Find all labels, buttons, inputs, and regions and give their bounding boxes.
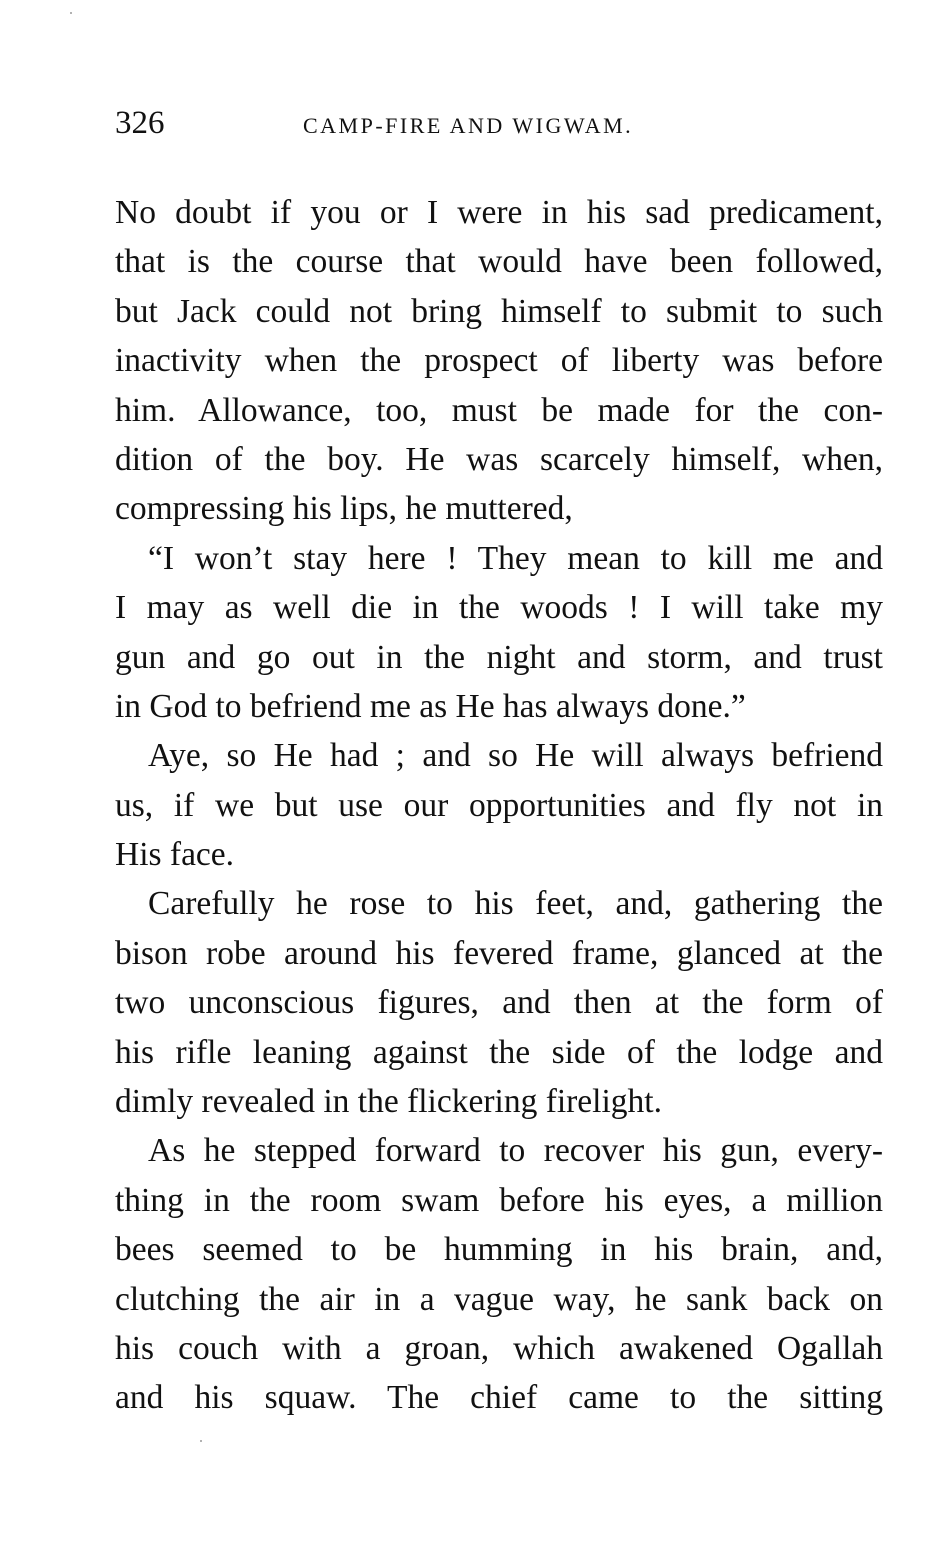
text-line: and his squaw. The chief came to the sitting	[115, 1379, 883, 1417]
text-line: dition of the boy. He was scarcely himself, when,	[115, 440, 883, 478]
text-line: “I won’t stay here ! They mean to kill me and	[148, 539, 883, 577]
text-line: compressing his lips, he muttered,	[115, 490, 573, 528]
text-line: his couch with a groan, which awakened Ogallah	[115, 1329, 883, 1367]
text-line: inactivity when the prospect of liberty was before	[115, 342, 883, 380]
text-line: No doubt if you or I were in his sad predicament,	[115, 194, 883, 231]
text-line: thing in the room swam before his eyes, a million	[115, 1181, 883, 1219]
text-line: Carefully he rose to his feet, and, gathering the	[148, 885, 883, 923]
text-line: dimly revealed in the flickering firelight.	[115, 1083, 662, 1121]
text-line: us, if we but use our opportunities and fly not in	[115, 786, 883, 824]
text-line: clutching the air in a vague way, he sank back on	[115, 1280, 883, 1318]
text-line: As he stepped forward to recover his gun, every-	[148, 1132, 883, 1170]
body-text	[115, 188, 883, 1423]
text-line: I may as well die in the woods ! I will take my	[115, 589, 883, 627]
paragraph	[115, 879, 883, 1126]
page-header	[115, 103, 885, 151]
text-line: gun and go out in the night and storm, and trust	[115, 638, 883, 676]
text-line: him. Allowance, too, must be made for the con-	[115, 391, 883, 429]
text-line: Aye, so He had ; and so He will always befriend	[148, 737, 883, 775]
text-line: His face.	[115, 836, 235, 874]
paragraph	[115, 534, 883, 732]
scan-speck	[70, 12, 72, 14]
paragraph	[115, 1126, 883, 1422]
running-title: CAMP-FIRE AND WIGWAM.	[303, 113, 634, 138]
text-line: in God to befriend me as He has always done.”	[115, 687, 746, 725]
text-line: bison robe around his fevered frame, glanced at the	[115, 934, 883, 972]
text-line: but Jack could not bring himself to submit to such	[115, 292, 883, 330]
text-line: two unconscious figures, and then at the form of	[115, 984, 883, 1022]
paragraph	[115, 731, 883, 879]
text-line: bees seemed to be humming in his brain, and,	[115, 1231, 883, 1269]
page-number: 326	[115, 105, 165, 141]
text-line: that is the course that would have been followed,	[115, 243, 883, 281]
scan-speck	[200, 1440, 202, 1442]
paragraph	[115, 188, 883, 534]
text-line: his rifle leaning against the side of the lodge and	[115, 1033, 883, 1071]
